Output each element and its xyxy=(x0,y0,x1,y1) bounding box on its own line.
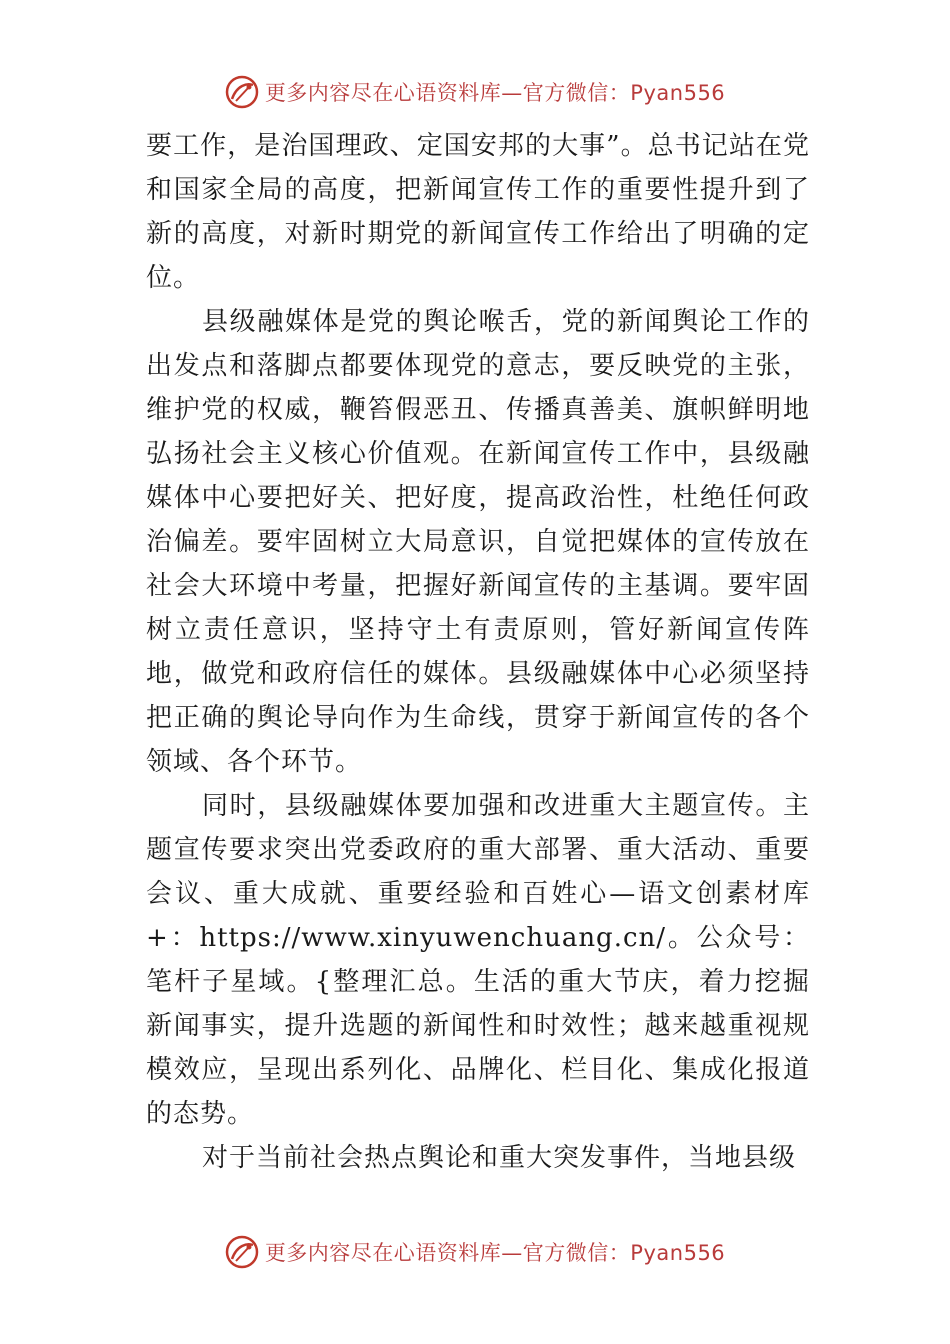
brand-logo-icon xyxy=(225,75,259,109)
header-watermark-banner xyxy=(0,72,950,112)
header-watermark-text: 更多内容尽在心语资料库—官方微信：Pyan556 xyxy=(264,81,726,105)
footer-watermark-banner xyxy=(0,1232,950,1272)
paragraph-4: 对于当前社会热点舆论和重大突发事件，当地县级 xyxy=(202,1143,797,1173)
footer-watermark-text: 更多内容尽在心语资料库—官方微信：Pyan556 xyxy=(264,1241,726,1265)
paragraph-2: 县级融媒体是党的舆论喉舌，党的新闻舆论工作的出发点和落脚点都要体现党的意志，要反映党的主张，维护党的权威，鞭笞假恶丑、传播真善美、旗帜鲜明地弘扬社会主义核心价值观。在新闻宣传工作中，县级融媒体中心要把好关、把好度，提高政治性，杜绝任何政治偏差。要牢固树立大局意识，自觉把媒体的宣传放在社会大环境中考量，把握好新闻宣传的主基调。要牢固树立责任意识，坚持守土有责原则，管好新闻宣传阵地，做党和政府信任的媒体。县级融媒体中心必须坚持把正确的舆论导向作为生命线，贯穿于新闻宣传的各个领域、各个环节。 xyxy=(146,307,810,777)
paragraph-3: 同时，县级融媒体要加强和改进重大主题宣传。主题宣传要求突出党委政府的重大部署、重大活动、重要会议、重大成就、重要经验和百姓心—语文创素材库+：https://www.xinyuwenchuang.cn/。公众号：笔杆子星域。{整理汇总。生活的重大节庆，着力挖掘新闻事实，提升选题的新闻性和时效性；越来越重视规模效应，呈现出系列化、品牌化、栏目化、集成化报道的态势。 xyxy=(146,791,810,1129)
brand-logo-icon xyxy=(225,1235,259,1269)
document-body xyxy=(146,124,810,1180)
paragraph-1: 要工作，是治国理政、定国安邦的大事”。总书记站在党和国家全局的高度，把新闻宣传工作的重要性提升到了新的高度，对新时期党的新闻宣传工作给出了明确的定位。 xyxy=(146,131,810,293)
